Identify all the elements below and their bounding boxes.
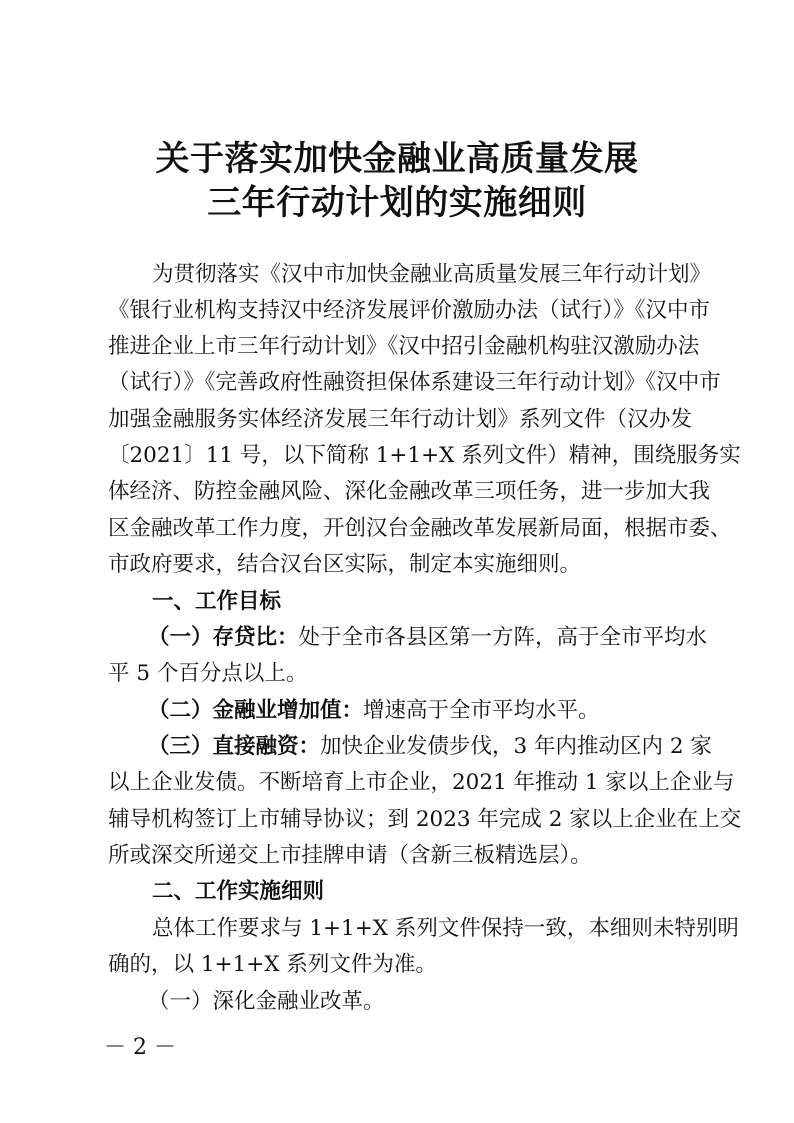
item-1-line-2: 平 5 个百分点以上。 xyxy=(108,661,308,686)
item-1-text: 处于全市各县区第一方阵，高于全市平均水 xyxy=(298,625,708,650)
document-title-line-2: 三年行动计划的实施细则 xyxy=(207,183,587,223)
item-3-line-4: 所或深交所递交上市挂牌申请（含新三板精选层）。 xyxy=(108,843,592,868)
item-2-lead: （二）金融业增加值： xyxy=(148,698,364,723)
item-2-line xyxy=(148,696,692,726)
intro-line-7: 体经济、防控金融风险、深化金融改革三项任务，进一步加大我 xyxy=(108,479,711,504)
intro-line-5: 加强金融服务实体经济发展三年行动计划》系列文件（汉办发 xyxy=(108,407,692,432)
item-1-lead: （一）存贷比： xyxy=(148,625,299,650)
section-2-line-2: 确的，以 1+1+X 系列文件为准。 xyxy=(108,952,437,977)
section-1-heading: 一、工作目标 xyxy=(152,589,282,614)
intro-line-4: （试行）》《完善政府性融资担保体系建设三年行动计划》《汉中市 xyxy=(108,370,721,395)
page-number: － 2 － xyxy=(104,1035,176,1060)
item-3-line-1 xyxy=(148,732,712,762)
intro-line-3: 推进企业上市三年行动计划》《汉中招引金融机构驻汉激励办法 xyxy=(108,334,700,359)
item-2-text: 增速高于全市平均水平。 xyxy=(363,698,600,723)
section-2-line-1: 总体工作要求与 1+1+X 系列文件保持一致，本细则未特别明 xyxy=(152,916,739,941)
subsection-1-heading: （一）深化金融业改革。 xyxy=(148,989,385,1014)
intro-line-2: 《银行业机构支持汉中经济发展评价激励办法（试行）》《汉中市 xyxy=(108,298,711,323)
item-1-line-1 xyxy=(148,623,708,653)
intro-line-1: 为贯彻落实《汉中市加快金融业高质量发展三年行动计划》 xyxy=(152,262,712,287)
intro-line-8: 区金融改革工作力度，开创汉台金融改革发展新局面，根据市委、 xyxy=(108,516,732,541)
section-2-heading: 二、工作实施细则 xyxy=(152,879,325,904)
item-3-lead: （三）直接融资： xyxy=(148,734,321,759)
item-3-line-2: 以上企业发债。不断培育上市企业，2021 年推动 1 家以上企业与 xyxy=(108,770,735,795)
item-3-line-3: 辅导机构签订上市辅导协议；到 2023 年完成 2 家以上企业在上交 xyxy=(108,807,742,832)
intro-line-9: 市政府要求，结合汉台区实际，制定本实施细则。 xyxy=(108,552,582,577)
document-title-line-1: 关于落实加快金融业高质量发展 xyxy=(155,139,639,179)
intro-line-6: 〔2021〕11 号，以下简称 1+1+X 系列文件）精神，围绕服务实 xyxy=(108,443,741,468)
item-3-text: 加快企业发债步伐，3 年内推动区内 2 家 xyxy=(320,734,712,759)
